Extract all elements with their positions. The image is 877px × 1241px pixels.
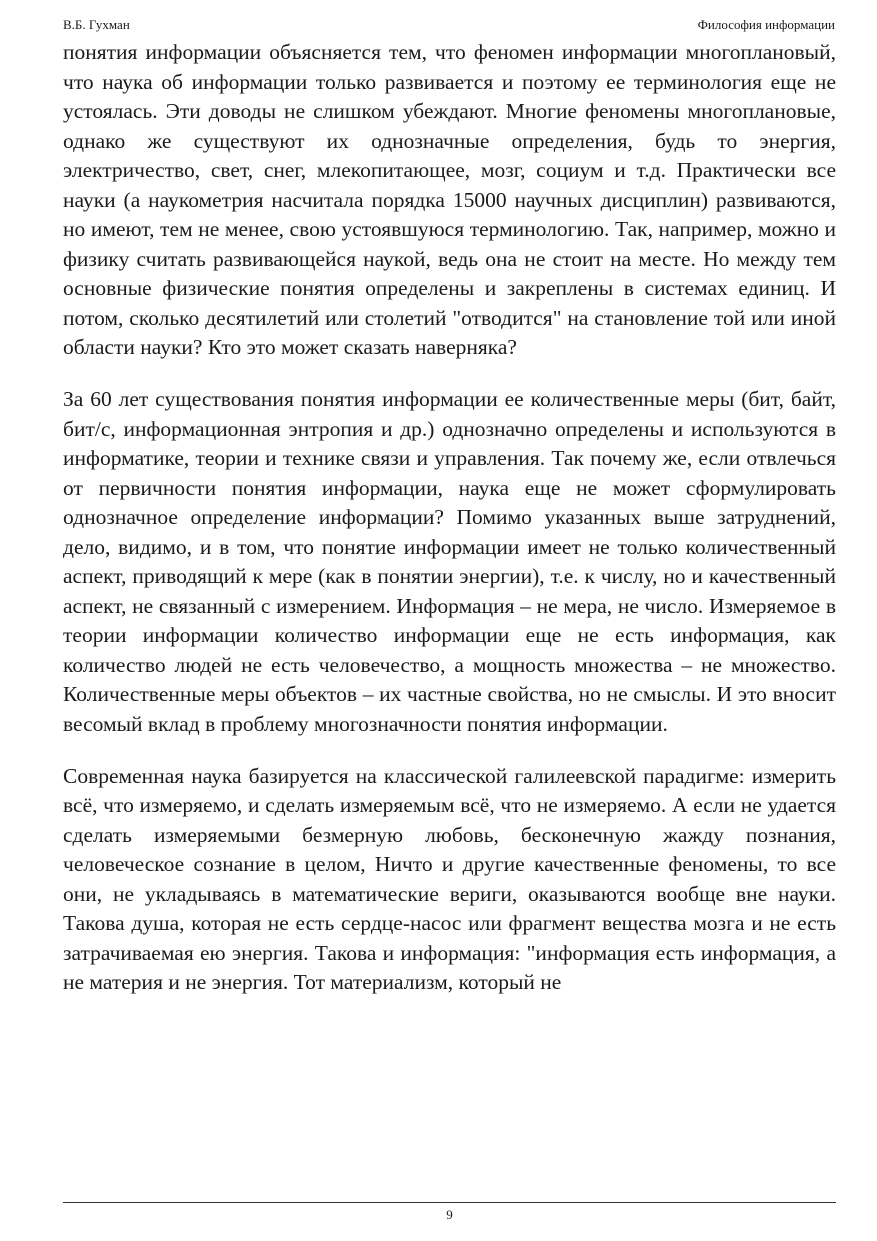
header-title: Философия информации [697,17,835,32]
running-header [63,16,835,34]
header-author: В.Б. Гухман [63,17,130,32]
body-text [63,38,836,998]
paragraph-3: Современная наука базируется на классической галилеевской парадигме: измерить всё, что измеряемо, и сделать измеряемым всё, что не измеряемо. А если не удается сделать измеряемыми безмерную любовь, бесконечную жажду познания, человеческое сознание в целом, Ничто и другие качественные феномены, то все они, не укладываясь в математические вериги, оказываются вообще вне науки. Такова душа, которая не есть сердце-насос или фрагмент вещества мозга и не есть затрачиваемая ею энергия. Такова и информация: "информация есть информация, а не материя и не энергия. Тот материализм, который не [63,763,836,995]
footer-divider [63,1202,836,1203]
paragraph-2: За 60 лет существования понятия информации ее количественные меры (бит, байт, бит/с, информационная энтропия и др.) однозначно определены и используются в информатике, теории и технике связи и управления. Так почему же, если отвлечься от первичности понятия информации, наука еще не может сформулировать однозначное определение информации? Помимо указанных выше затруднений, дело, видимо, и в том, что понятие информации имеет не только количественный аспект, приводящий к мере (как в понятии энергии), т.е. к числу, но и качественный аспект, не связанный с измерением. Информация – не мера, не число. Измеряемое в теории информации количество информации еще не есть информация, как количество людей не есть человечество, а мощность множества – не множество. Количественные меры объектов – их частные свойства, но не смыслы. И это вносит весомый вклад в проблему многозначности понятия информации. [63,387,836,737]
paragraph-1: понятия информации объясняется тем, что феномен информации многоплановый, что наука об информации только развивается и поэтому ее терминология еще не устоялась. Эти доводы не слишком убеждают. Многие феномены многоплановые, однако же существуют их однозначные определения, будь то энергия, электричество, свет, снег, млекопитающее, мозг, социум и т.д. Практически все науки (а наукометрия насчитала порядка 15000 научных дисциплин) развиваются, но имеют, тем не менее, свою устоявшуюся терминологию. Так, например, можно и физику считать развивающейся наукой, ведь она не стоит на месте. Но между тем основные физические понятия определены и закреплены в системах единиц. И потом, сколько десятилетий или столетий "отводится" на становление той или иной области науки? Кто это может сказать наверняка? [63,40,836,360]
page-number: 9 [446,1207,453,1222]
